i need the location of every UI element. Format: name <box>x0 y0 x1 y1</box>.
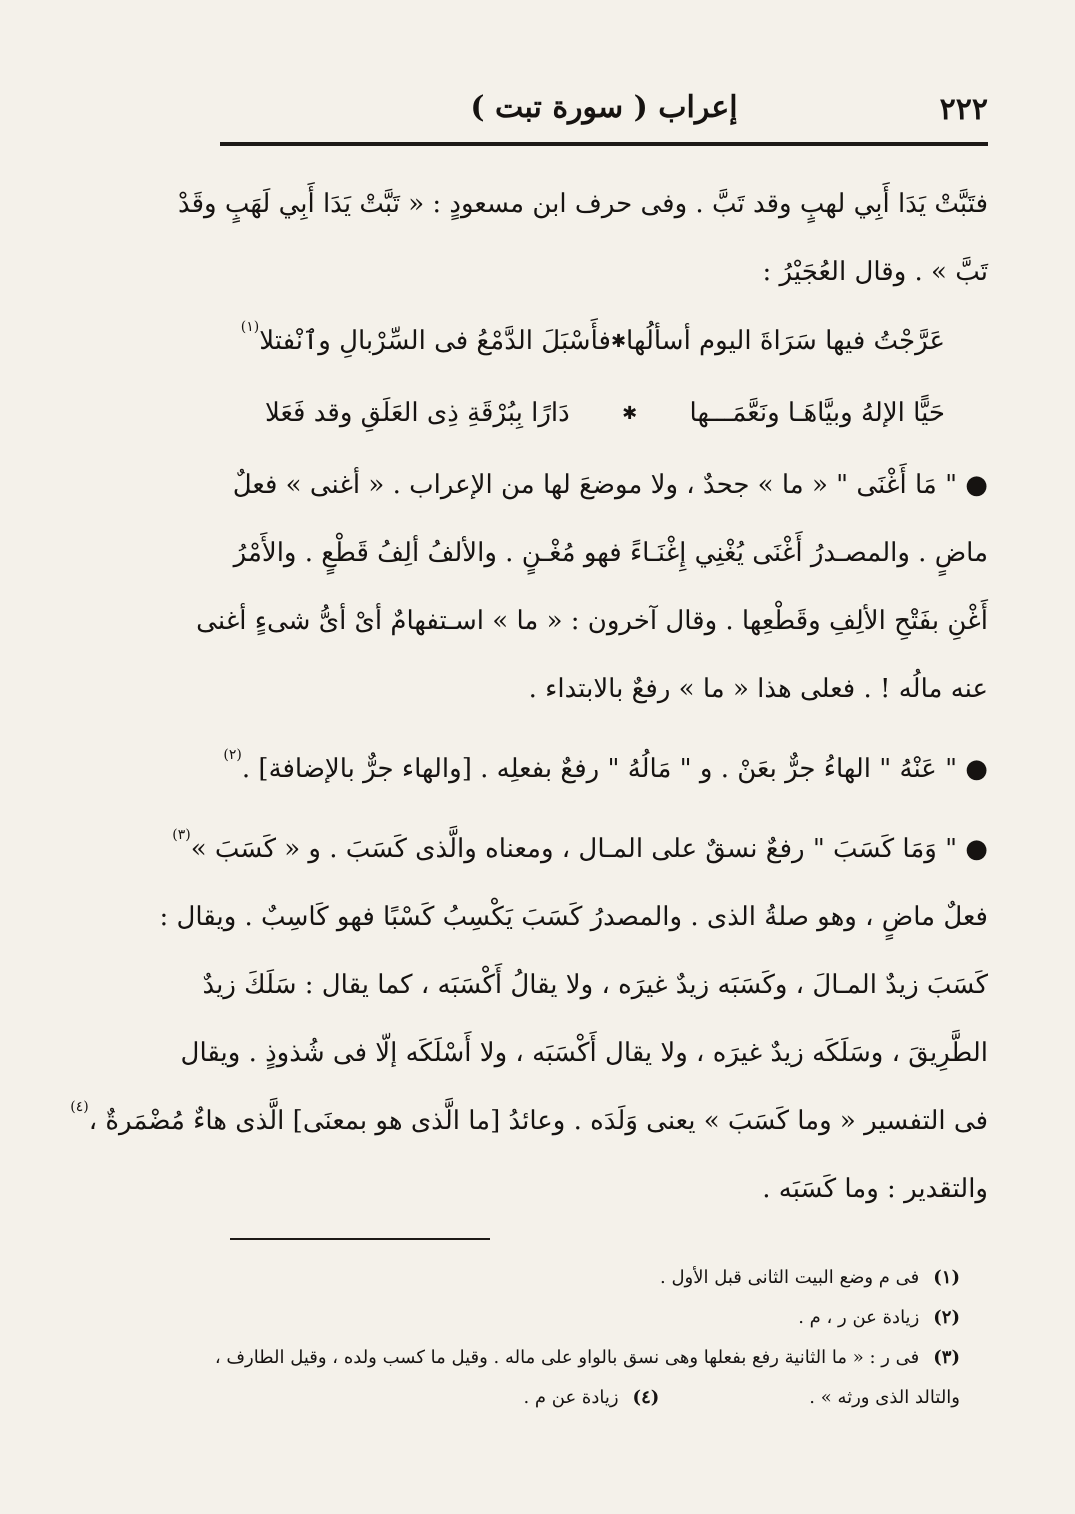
paragraph-wa-ma-kasab <box>70 816 988 1224</box>
footnote-inline <box>523 1387 659 1408</box>
running-title: إعراب ( سورة تبت ) <box>470 90 738 125</box>
footnote <box>214 1338 960 1378</box>
verse-line <box>240 305 945 377</box>
footnote-text: زيادة عن م . <box>523 1387 619 1408</box>
text-line: ● " مَا أَغْنَى " « ما » جحدٌ ، ولا موضعَ لها من الإعراب . « أغنى » فعلٌ <box>232 470 988 500</box>
footnote-ref: (٣) <box>172 827 191 843</box>
text-line: أَغْنِ بفَتْحِ الألِفِ وقَطْعِها . وقال آخرون : « ما » اسـتفهامٌ أىْ أىُّ شىءٍ أغنى <box>196 606 988 636</box>
verse-line <box>265 377 945 449</box>
text-line: فعلٌ ماضٍ ، وهو صلةُ الذى . والمصدرُ كَسَبَ يَكْسِبُ كَسْبًا فهو كَاسِبٌ . ويقال : <box>159 902 988 932</box>
intro-text <box>177 170 988 306</box>
footnote-ref: (١) <box>240 319 260 335</box>
verse-separator-star: ✱ <box>610 330 627 352</box>
footnote <box>220 1298 960 1338</box>
text-line: كَسَبَ زيدٌ المـالَ ، وكَسَبَه زيدٌ غيرَه ، ولا يقالُ أَكْسَبَه ، كما يقال : سَلَكَ زيدٌ <box>202 970 988 1000</box>
text-line: ● " وَمَا كَسَبَ " رفعٌ نسقٌ على المـال ، ومعناه والَّذى كَسَبَ . و « كَسَبَ »$^{(٣)}$ <box>172 827 988 864</box>
text-line: ماضٍ . والمصـدرُ أَغْنَى يُغْنِي إِغْنَـاءً فهو مُغْـنٍ . والألفُ ألِفُ قَطْعٍ . والأَمْرُ <box>233 538 988 568</box>
verse-first-half: حَيًّا الإلهُ وبيَّاهَـا ونَعَّمَـــها <box>689 398 945 428</box>
text-line: الطَّرِيقَ ، وسَلَكَه زيدٌ غيرَه ، ولا يقال أَكْسَبَه ، ولا أَسْلَكَه إلّا فى شُذوذٍ . ويقال <box>180 1038 988 1068</box>
footnote <box>220 1378 960 1418</box>
header-rule <box>220 142 988 146</box>
page-header <box>220 84 988 140</box>
paragraph-anhu <box>218 736 988 804</box>
verse-first-half: عَرَّجْتُ فيها سَرَاةَ اليوم أسألُها <box>626 326 945 356</box>
footnote-text: فى ر : « ما الثانية رفع بفعلها وهى نسق بالواو على ماله . وقيل ما كسب ولده ، وقيل الطارف ، <box>214 1347 920 1368</box>
text-line: تَبَّ » . وقال العُجَيْرُ : <box>762 257 988 287</box>
verse-separator-star: ✱ <box>622 402 638 424</box>
footnote-number: (٣) <box>933 1347 960 1368</box>
footnotes <box>214 1258 960 1418</box>
footnote-text: زيادة عن ر ، م . <box>798 1307 920 1328</box>
footnote <box>220 1258 960 1298</box>
text-line: والتقدير : وما كَسَبَه . <box>762 1174 988 1204</box>
footnote-rule <box>230 1238 490 1240</box>
text-line: عنه مالُه ! . فعلى هذا « ما » رفعٌ بالابتداء . <box>528 674 988 704</box>
page-number: ٢٢٢ <box>939 92 988 127</box>
text-line: فى التفسير « وما كَسَبَ » يعنى وَلَدَه . وعائدُ [ما الَّذى هو بمعنَى] الَّذى هاءٌ مُضْمَرةٌ ،$^{(٤)}$ <box>70 1099 988 1136</box>
footnote-number: (٤) <box>632 1387 660 1408</box>
verse-second-half: دَارًا بِبُرْقَةِ ذِى العَلَقِ وقد فَعَلا <box>265 398 570 428</box>
poem-verses <box>240 305 945 449</box>
paragraph-ma-aghna <box>196 452 988 724</box>
footnote-ref: (٤) <box>70 1099 89 1115</box>
footnote-number: (٢) <box>933 1307 960 1328</box>
text-line: ● " عَنْهُ " الهاءُ جرٌّ بعَنْ . و " مَالُهُ " رفعٌ بفعلِه . [والهاء جرٌّ بالإضافة] .$^{(٢)}$ <box>223 747 988 784</box>
footnote-number: (١) <box>933 1267 960 1288</box>
footnote-text: فى م وضع البيت الثانى قبل الأول . <box>660 1267 920 1288</box>
footnote-ref: (٢) <box>223 747 242 763</box>
footnote-text: والتالد الذى ورثه » . <box>809 1387 960 1408</box>
text-line: فتَبَّتْ يَدَا أَبِي لهبٍ وقد تَبَّ . وفى حرف ابن مسعودٍ : « تَبَّتْ يَدَا أَبِي لَهَبٍ وقَدْ <box>177 189 988 219</box>
verse-second-half: فأَسْبَلَ الدَّمْعُ فى السِّرْبالِ وٱنْفتلا$^{(١)}$ <box>240 319 611 356</box>
